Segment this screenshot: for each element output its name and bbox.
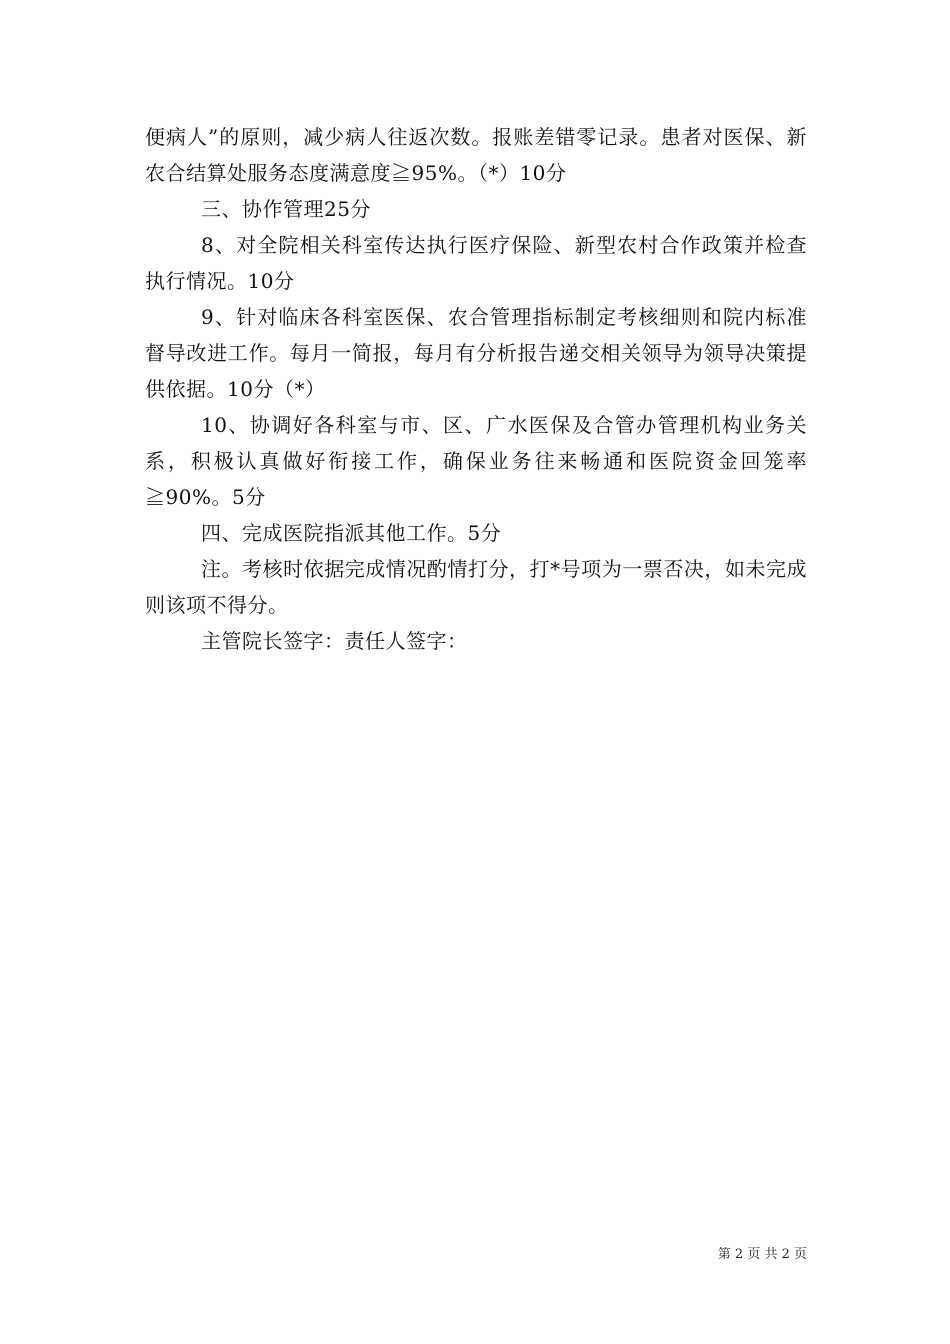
item-9-paragraph: 9、针对临床各科室医保、农合管理指标制定考核细则和院内标准督导改进工作。每月一简报，每月有分析报告递交相关领导为领导决策提供依据。10分（*） [145,305,807,401]
document-body [145,119,807,659]
item-10-paragraph: 10、协调好各科室与市、区、广水医保及合管办管理机构业务关系，积极认真做好衔接工作，确保业务往来畅通和医院资金回笼率≧90%。5分 [145,413,807,509]
page-number-footer: 第 2 页 共 2 页 [717,1247,807,1262]
note-paragraph: 注。考核时依据完成情况酌情打分，打*号项为一票否决，如未完成则该项不得分。 [145,557,807,617]
paragraph-continuation: 便病人”的原则，减少病人往返次数。报账差错零记录。患者对医保、新农合结算处服务态度满意度≧95%。（*）10分 [145,125,807,185]
section-heading-cooperation: 三、协作管理25分 [201,197,371,221]
item-8-paragraph: 8、对全院相关科室传达执行医疗保险、新型农村合作政策并检查执行情况。10分 [145,233,807,293]
signature-line: 主管院长签字：责任人签字： [201,629,468,653]
section-heading-other-work: 四、完成医院指派其他工作。5分 [201,521,502,545]
